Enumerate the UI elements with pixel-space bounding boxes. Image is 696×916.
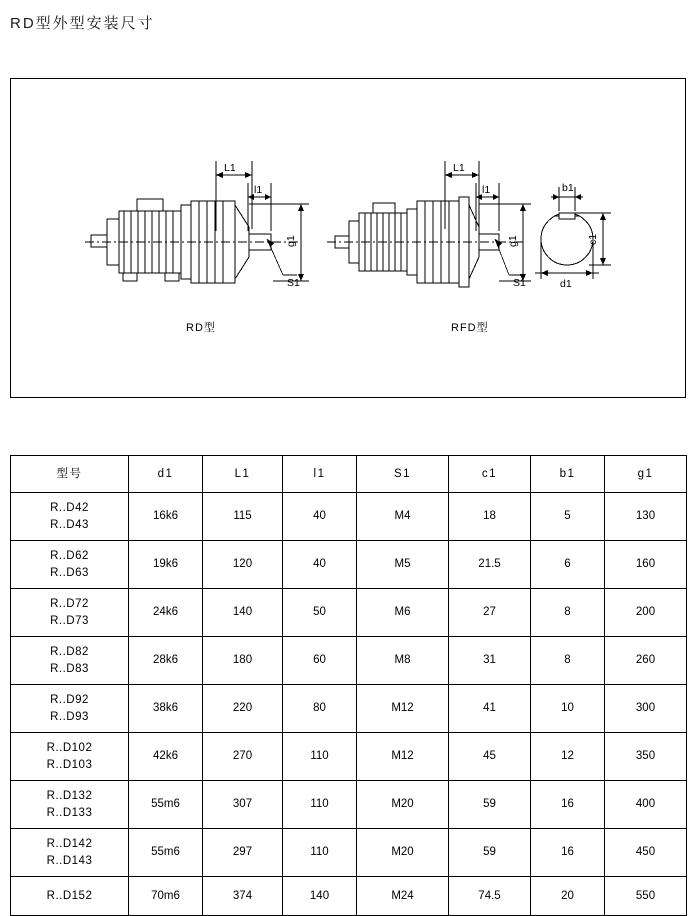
cell-d1: 38k6 [129, 685, 203, 733]
model-line-1: R..D82 [50, 645, 89, 658]
table-header-row [11, 456, 687, 493]
column-header-model: 型号 [11, 456, 129, 493]
label-g1-right: g1 [507, 235, 519, 247]
cell-l1: 40 [283, 541, 357, 589]
cell-L1: 140 [203, 589, 283, 637]
cell-model [11, 829, 129, 877]
cell-L1: 374 [203, 877, 283, 916]
cell-L1: 297 [203, 829, 283, 877]
cell-b1: 6 [531, 541, 605, 589]
cell-model [11, 589, 129, 637]
cell-S1: M20 [357, 781, 449, 829]
column-header-L1: L1 [203, 456, 283, 493]
cell-S1: M24 [357, 877, 449, 916]
cell-b1: 16 [531, 781, 605, 829]
cell-c1: 18 [449, 493, 531, 541]
model-line-1: R..D102 [46, 741, 93, 754]
cell-model [11, 877, 129, 916]
model-line-1: R..D142 [46, 837, 93, 850]
cell-S1: M20 [357, 829, 449, 877]
cell-c1: 74.5 [449, 877, 531, 916]
cell-d1: 24k6 [129, 589, 203, 637]
cell-l1: 40 [283, 493, 357, 541]
model-line-1: R..D92 [50, 693, 89, 706]
column-header-b1: b1 [531, 456, 605, 493]
cell-S1: M12 [357, 733, 449, 781]
cell-g1: 260 [605, 637, 687, 685]
cell-L1: 115 [203, 493, 283, 541]
model-line-2: R..D133 [46, 806, 93, 819]
cell-c1: 59 [449, 829, 531, 877]
cell-model [11, 733, 129, 781]
label-L1-right: L1 [453, 162, 465, 174]
cell-c1: 45 [449, 733, 531, 781]
cell-l1: 110 [283, 781, 357, 829]
model-line-2: R..D63 [50, 566, 89, 579]
table-row [11, 829, 687, 877]
cell-S1: M6 [357, 589, 449, 637]
cell-L1: 180 [203, 637, 283, 685]
model-line-2: R..D73 [50, 614, 89, 627]
cell-L1: 270 [203, 733, 283, 781]
cell-c1: 31 [449, 637, 531, 685]
figure-panel [10, 78, 686, 398]
table-row [11, 637, 687, 685]
label-b1: b1 [562, 182, 574, 194]
cell-c1: 21.5 [449, 541, 531, 589]
cell-g1: 350 [605, 733, 687, 781]
cell-S1: M8 [357, 637, 449, 685]
column-header-g1: g1 [605, 456, 687, 493]
label-g1-left: g1 [285, 235, 297, 247]
cell-l1: 110 [283, 829, 357, 877]
model-line-1: R..D72 [50, 597, 89, 610]
cell-d1: 42k6 [129, 733, 203, 781]
table-row [11, 877, 687, 916]
figure-caption-rd: RD型 [186, 322, 216, 334]
cell-model [11, 781, 129, 829]
cell-b1: 5 [531, 493, 605, 541]
cell-c1: 27 [449, 589, 531, 637]
model-line-1: R..D152 [46, 889, 93, 902]
label-l1-left: l1 [254, 184, 263, 196]
column-header-S1: S1 [357, 456, 449, 493]
table-row [11, 541, 687, 589]
figure-caption-rfd: RFD型 [451, 322, 489, 334]
cell-d1: 19k6 [129, 541, 203, 589]
cell-g1: 200 [605, 589, 687, 637]
cell-b1: 8 [531, 637, 605, 685]
cell-g1: 450 [605, 829, 687, 877]
cell-model [11, 637, 129, 685]
cell-g1: 550 [605, 877, 687, 916]
label-S1-left: S1 [287, 277, 300, 289]
model-line-1: R..D132 [46, 789, 93, 802]
cell-model [11, 493, 129, 541]
cell-l1: 60 [283, 637, 357, 685]
model-line-2: R..D93 [50, 710, 89, 723]
cell-model [11, 685, 129, 733]
label-c1: c1 [587, 233, 599, 245]
cell-b1: 10 [531, 685, 605, 733]
cell-d1: 70m6 [129, 877, 203, 916]
table-row [11, 781, 687, 829]
cell-g1: 130 [605, 493, 687, 541]
cell-d1: 28k6 [129, 637, 203, 685]
cell-l1: 80 [283, 685, 357, 733]
cell-b1: 8 [531, 589, 605, 637]
label-L1-left: L1 [224, 162, 236, 174]
column-header-d1: d1 [129, 456, 203, 493]
table-row [11, 589, 687, 637]
table-row [11, 493, 687, 541]
cell-b1: 20 [531, 877, 605, 916]
label-d1: d1 [560, 278, 572, 290]
cell-g1: 300 [605, 685, 687, 733]
cell-S1: M4 [357, 493, 449, 541]
cell-g1: 400 [605, 781, 687, 829]
model-line-2: R..D143 [46, 854, 93, 867]
dimension-drawing [11, 79, 685, 397]
column-header-c1: c1 [449, 456, 531, 493]
cell-b1: 12 [531, 733, 605, 781]
cell-model [11, 541, 129, 589]
cell-L1: 220 [203, 685, 283, 733]
model-line-1: R..D42 [50, 501, 89, 514]
table-row [11, 685, 687, 733]
model-line-2: R..D83 [50, 662, 89, 675]
model-line-2: R..D103 [46, 758, 93, 771]
column-header-l1: l1 [283, 456, 357, 493]
cell-l1: 50 [283, 589, 357, 637]
cell-d1: 16k6 [129, 493, 203, 541]
cell-c1: 59 [449, 781, 531, 829]
cell-d1: 55m6 [129, 829, 203, 877]
cell-L1: 120 [203, 541, 283, 589]
model-line-2: R..D43 [50, 518, 89, 531]
label-l1-right: l1 [482, 184, 491, 196]
cell-d1: 55m6 [129, 781, 203, 829]
cell-L1: 307 [203, 781, 283, 829]
table-row [11, 733, 687, 781]
dimensions-table [10, 455, 687, 916]
cell-g1: 160 [605, 541, 687, 589]
cell-S1: M12 [357, 685, 449, 733]
label-S1-right: S1 [513, 277, 526, 289]
cell-c1: 41 [449, 685, 531, 733]
page-title: RD型外型安装尺寸 [10, 15, 155, 32]
cell-b1: 16 [531, 829, 605, 877]
cell-S1: M5 [357, 541, 449, 589]
cell-l1: 110 [283, 733, 357, 781]
model-line-1: R..D62 [50, 549, 89, 562]
cell-l1: 140 [283, 877, 357, 916]
